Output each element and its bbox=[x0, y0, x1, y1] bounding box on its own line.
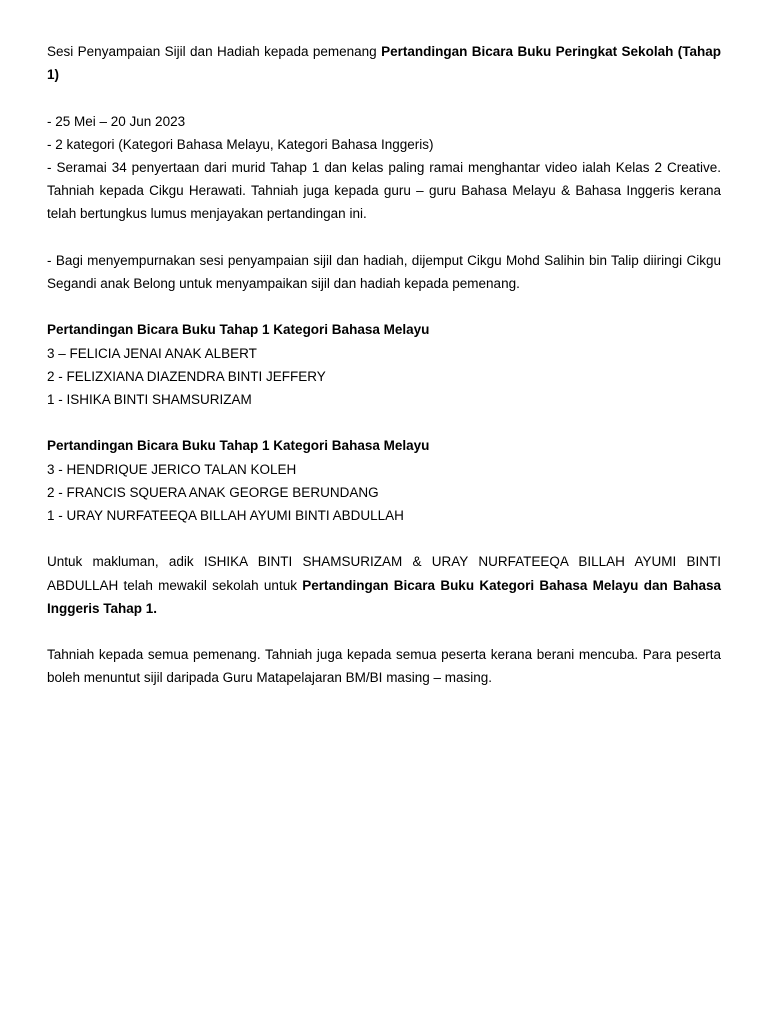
category-heading-melayu-text: Pertandingan Bicara Buku Tahap 1 Kategori Bahasa Melayu bbox=[47, 322, 430, 338]
document-page bbox=[47, 40, 721, 690]
spacer bbox=[47, 411, 721, 434]
winner-line: 2 - FRANCIS SQUERA ANAK GEORGE BERUNDANG bbox=[47, 484, 379, 500]
representation-competition: Pertandingan Bicara Buku Kategori Bahasa Melayu dan Bahasa Inggeris Tahap 1. bbox=[47, 577, 722, 616]
representation-lead: Untuk makluman, adik ISHIKA BINTI SHAMSURIZAM & URAY NURFATEEQA BILLAH AYUMI BINTI ABDULLAH telah mewakil sekolah untuk bbox=[47, 554, 721, 593]
category-heading-melayu bbox=[47, 318, 721, 341]
spacer bbox=[47, 620, 721, 643]
winner-line: 3 – FELICIA JENAI ANAK ALBERT bbox=[47, 345, 257, 361]
intro-paragraph bbox=[47, 40, 721, 86]
intro-lead: Sesi Penyampaian Sijil dan Hadiah kepada pemenang bbox=[47, 44, 382, 59]
spacer bbox=[47, 226, 721, 249]
representation-paragraph bbox=[47, 550, 721, 620]
category-heading-second-text: Pertandingan Bicara Buku Tahap 1 Kategori Bahasa Melayu bbox=[47, 438, 430, 454]
winner-line: 1 - ISHIKA BINTI SHAMSURIZAM bbox=[47, 392, 252, 407]
winner-line: 3 - HENDRIQUE JERICO TALAN KOLEH bbox=[47, 461, 297, 477]
intro-competition-title: Pertandingan Bicara Buku Peringkat Sekolah (Tahap 1) bbox=[47, 44, 721, 83]
category-heading-second bbox=[47, 434, 721, 457]
closing-paragraph: Tahniah kepada semua pemenang. Tahniah juga kepada semua peserta kerana berani mencuba. Para peserta boleh menuntut sijil daripada Guru Matapelajaran BM/BI masing – masing. bbox=[47, 647, 721, 686]
detail-entries: - Seramai 34 penyertaan dari murid Tahap 1 dan kelas paling ramai menghantar video ialah Kelas 2 Creative. Tahniah kepada Cikgu Herawati. Tahniah juga kepada guru – guru Bahasa Melayu & Bahasa Inggeris kerana telah bertungkus lumus menjayakan pertandingan ini. bbox=[47, 160, 721, 222]
ceremony-paragraph: - Bagi menyempurnakan sesi penyampaian sijil dan hadiah, dijemput Cikgu Mohd Salihin bin Talip diiringi Cikgu Segandi anak Belong untuk menyampaikan sijil dan hadiah kepada pemenang. bbox=[47, 252, 721, 291]
detail-date: - 25 Mei – 20 Jun 2023 bbox=[47, 113, 186, 129]
winner-line: 1 - URAY NURFATEEQA BILLAH AYUMI BINTI ABDULLAH bbox=[47, 508, 404, 523]
spacer bbox=[47, 295, 721, 318]
winner-line: 2 - FELIZXIANA DIAZENDRA BINTI JEFFERY bbox=[47, 368, 326, 384]
spacer bbox=[47, 86, 721, 109]
detail-categories: - 2 kategori (Kategori Bahasa Melayu, Kategori Bahasa Inggeris) bbox=[47, 136, 434, 152]
spacer bbox=[47, 527, 721, 550]
